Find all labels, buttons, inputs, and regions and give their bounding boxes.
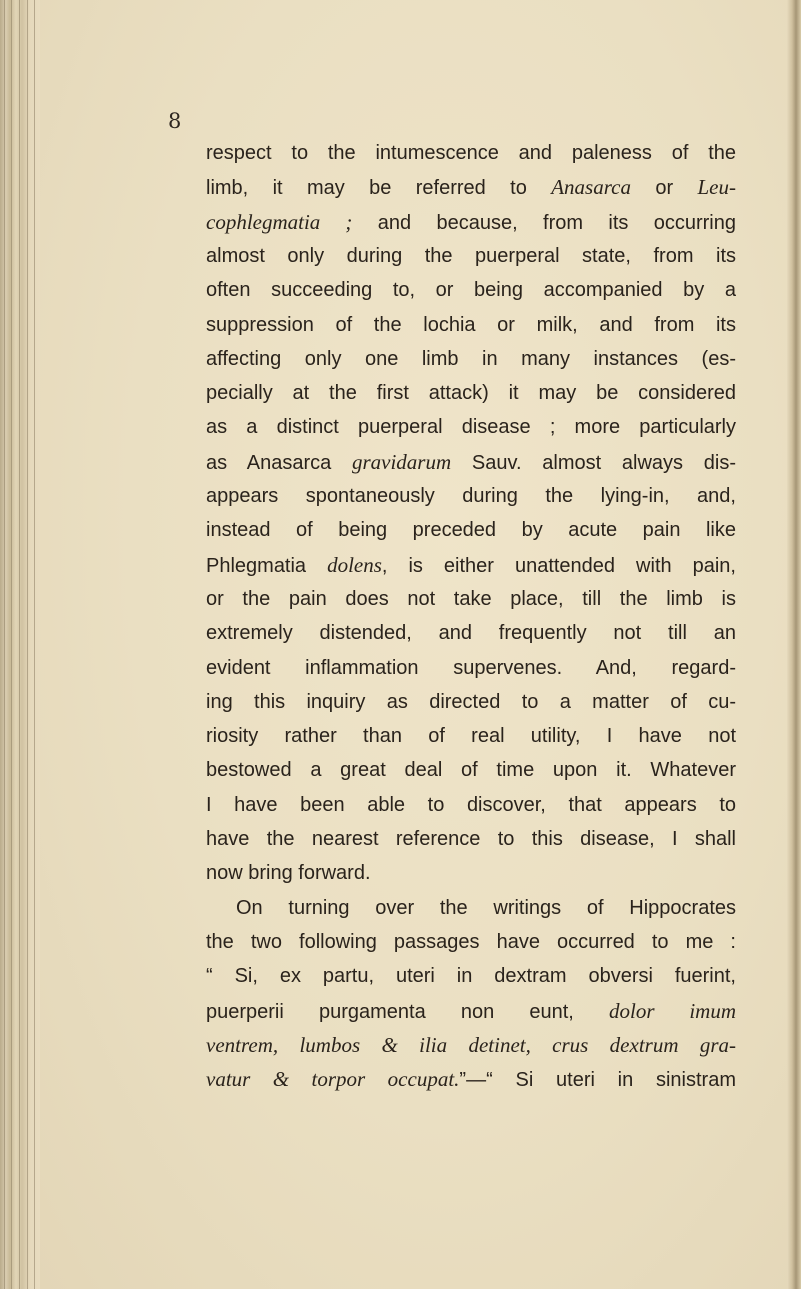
text-line: appears spontaneously during the lying-in, and, bbox=[206, 485, 736, 507]
binding-line bbox=[11, 0, 12, 1289]
text-span: Sauv. almost always dis- bbox=[451, 451, 737, 474]
text-line: On turning over the writings of Hippocrates bbox=[236, 896, 736, 919]
text-line: I have been able to discover, that appears to bbox=[206, 793, 736, 816]
text-line: the two following passages have occurred to me : bbox=[206, 930, 736, 953]
text-span: or bbox=[630, 177, 698, 200]
text-span: limb, it may be referred to bbox=[206, 177, 552, 200]
binding-line bbox=[34, 0, 35, 1289]
page-edge-right bbox=[787, 0, 801, 1289]
text-line: respect to the intumescence and paleness of the bbox=[206, 142, 736, 164]
binding-line bbox=[4, 0, 5, 1289]
text-line bbox=[206, 994, 736, 1028]
text-span: Phlegmatia bbox=[206, 554, 328, 577]
italic-text: dolor imum bbox=[608, 998, 736, 1023]
italic-text: Leu- bbox=[697, 175, 736, 200]
text-span: , is either unattended with pain, bbox=[381, 554, 736, 577]
binding-line bbox=[19, 0, 20, 1289]
text-span: and because, from its occurring bbox=[352, 211, 736, 234]
text-span: puerperii purgamenta non eunt, bbox=[206, 1000, 609, 1023]
italic-text: gravidarum bbox=[351, 449, 452, 474]
text-line bbox=[206, 548, 736, 582]
text-line: suppression of the lochia or milk, and from its bbox=[206, 313, 736, 336]
italic-text: vatur & torpor occupat. bbox=[206, 1067, 460, 1092]
text-line: ing this inquiry as directed to a matter of cu- bbox=[206, 690, 736, 713]
text-line: now bring forward. bbox=[206, 862, 371, 885]
text-span: ”—“ Si uteri in sinistram bbox=[459, 1069, 736, 1092]
text-line: extremely distended, and frequently not till an bbox=[206, 622, 736, 645]
italic-text: cophlegmatia ; bbox=[206, 209, 353, 234]
text-line bbox=[206, 205, 736, 239]
text-line: as a distinct puerperal disease ; more particularly bbox=[206, 416, 736, 439]
text-line: riosity rather than of real utility, I have not bbox=[206, 725, 736, 748]
italic-text: dolens bbox=[327, 552, 382, 577]
text-span: as Anasarca bbox=[206, 451, 352, 474]
text-line: instead of being preceded by acute pain like bbox=[206, 519, 736, 542]
text-line: “ Si, ex partu, uteri in dextram obversi fuerint, bbox=[206, 965, 736, 988]
text-line bbox=[206, 445, 736, 479]
page-number: 8 bbox=[168, 109, 182, 133]
text-line: have the nearest reference to this disease, I shall bbox=[206, 828, 736, 850]
text-line: almost only during the puerperal state, from its bbox=[206, 244, 736, 267]
page-binding-gutter bbox=[0, 0, 40, 1289]
text-line bbox=[206, 170, 736, 204]
binding-line bbox=[27, 0, 28, 1289]
text-line: often succeeding to, or being accompanied by a bbox=[206, 279, 736, 302]
text-line bbox=[206, 1028, 736, 1062]
italic-text: ventrem, lumbos & ilia detinet, crus dextrum gra- bbox=[206, 1032, 736, 1057]
text-line: affecting only one limb in many instances (es- bbox=[206, 347, 736, 370]
text-line: bestowed a great deal of time upon it. Whatever bbox=[206, 759, 736, 782]
text-line: evident inflammation supervenes. And, regard- bbox=[206, 656, 736, 679]
text-line: pecially at the first attack) it may be considered bbox=[206, 382, 736, 405]
text-line: or the pain does not take place, till the limb is bbox=[206, 587, 736, 610]
text-line bbox=[206, 1062, 736, 1096]
italic-text: Anasarca bbox=[551, 175, 631, 200]
